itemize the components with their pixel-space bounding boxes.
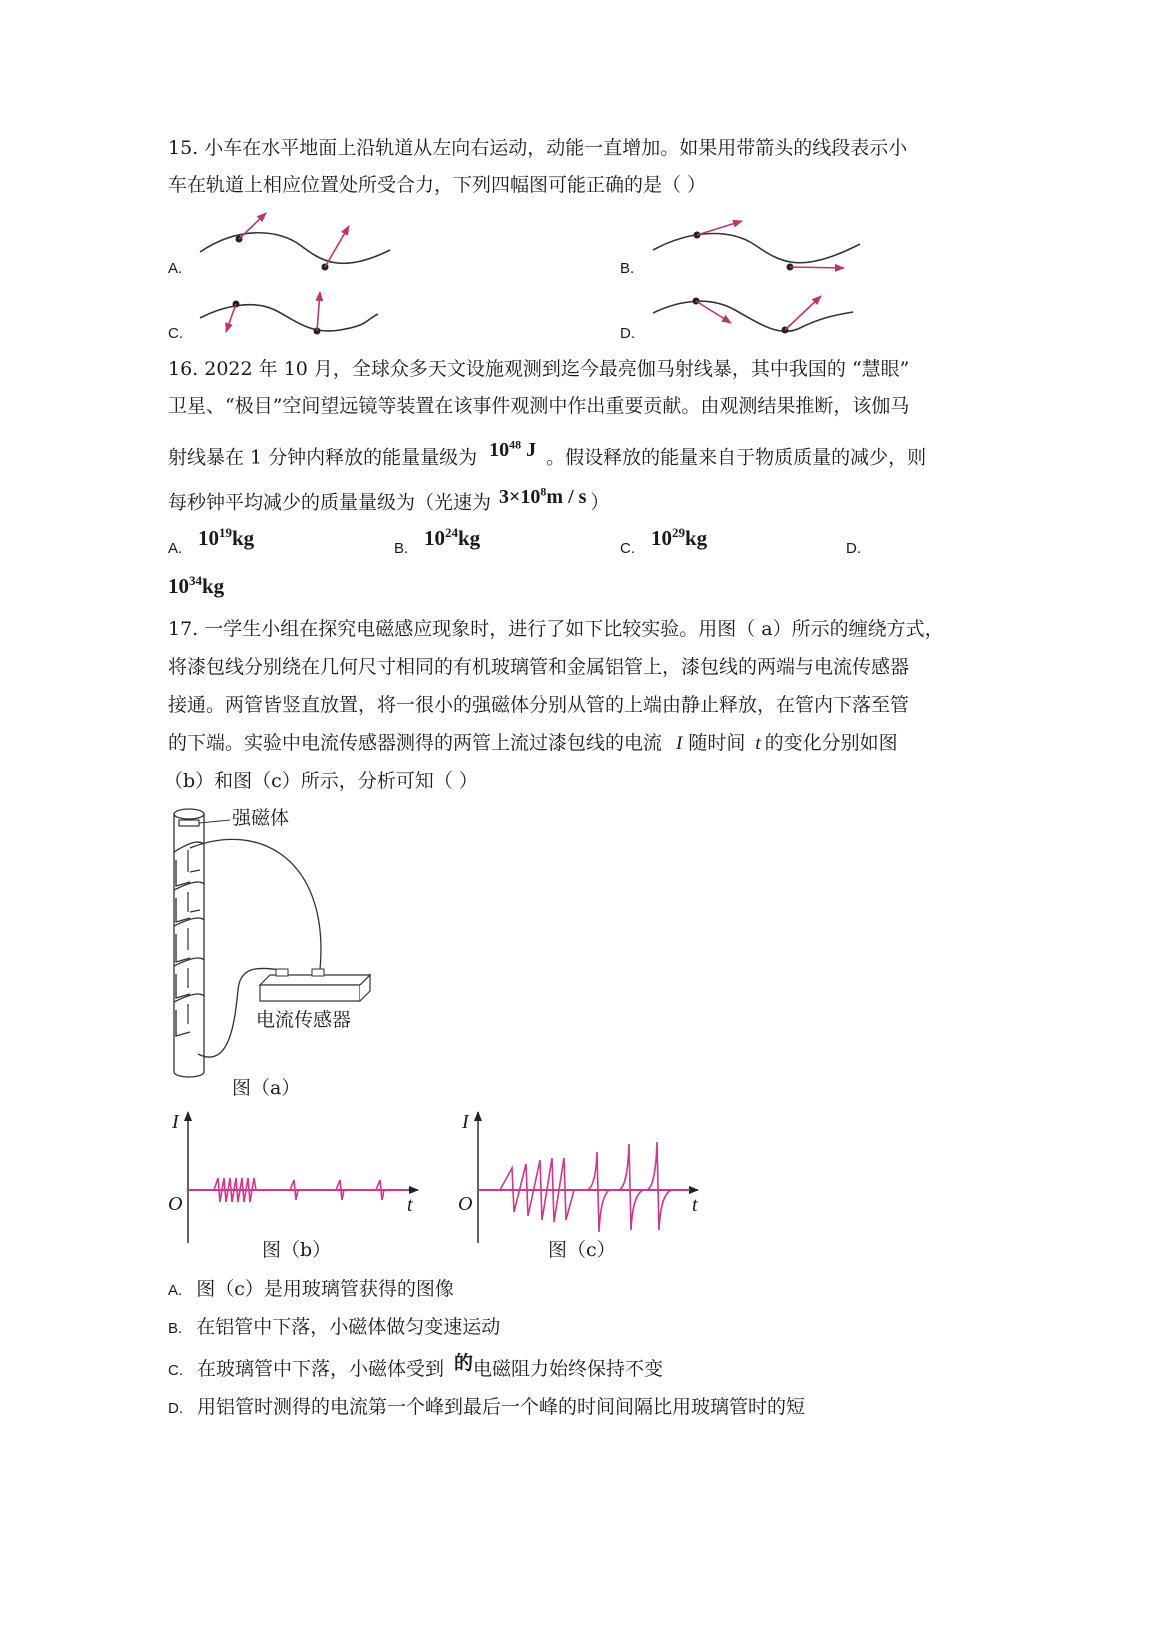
q15-option-diagrams <box>0 0 1158 360</box>
option-c-diagram <box>200 292 378 335</box>
q16-a-base: 10 <box>198 526 219 550</box>
fig-c-origin-label: O <box>458 1193 473 1215</box>
q17-stem-line5: （b）和图（c）所示，分析可知（ ） <box>164 770 478 792</box>
q16-stem-line4 <box>168 485 609 515</box>
q16-line3-post: 。假设释放的能量来自于物质质量的减少，则 <box>546 446 927 469</box>
q16-option-b-value[interactable] <box>424 525 480 551</box>
q17-option-b-text: 在铝管中下落，小磁体做匀变速运动 <box>196 1316 501 1338</box>
q17-option-d[interactable] <box>168 1395 805 1421</box>
q15-stem-line1: 15. 小车在水平地面上沿轨道从左向右运动，动能一直增加。如果用带箭头的线段表示小 <box>168 137 908 159</box>
time-symbol: t <box>755 733 761 754</box>
fig-b-origin-label: O <box>168 1193 183 1215</box>
q17-stem-line3: 接通。两管皆竖直放置，将一很小的强磁体分别从管的上端由静止释放，在管内下落至管 <box>168 694 910 716</box>
energy-base: 10 <box>489 438 510 461</box>
q17-line4-mid: 随时间 <box>688 732 746 754</box>
q16-stem-line1: 16. 2022 年 10 月，全球众多天文设施观测到迄今最亮伽马射线暴，其中我国的 “慧眼” <box>168 358 910 380</box>
q17-stem-line1: 17. 一学生小组在探究电磁感应现象时，进行了如下比较实验。用图（ a）所示的缠绕方式， <box>168 618 944 640</box>
option-d-diagram <box>653 296 853 334</box>
q16-d-exp: 34 <box>189 573 202 588</box>
figure-c-graph <box>450 1108 710 1258</box>
q16-option-c-label[interactable]: C. <box>620 540 635 557</box>
q16-c-unit: kg <box>685 526 708 550</box>
q16-option-c-value[interactable] <box>651 525 707 551</box>
q16-line4-post: ） <box>590 491 610 514</box>
q15-option-b-label[interactable]: B. <box>620 260 635 277</box>
q17-option-d-label: D. <box>168 1400 183 1417</box>
q16-a-unit: kg <box>232 526 255 550</box>
q15-option-d-label[interactable]: D. <box>620 325 635 342</box>
q16-b-exp: 24 <box>445 525 458 540</box>
sensor-label: 电流传感器 <box>256 1009 352 1031</box>
fig-b-y-label: I <box>172 1111 179 1133</box>
light-speed-value <box>499 486 586 508</box>
q17-stem-line4 <box>168 731 898 756</box>
q17-option-c-label: C. <box>168 1362 183 1379</box>
q16-option-a-value[interactable] <box>198 525 254 551</box>
current-symbol: I <box>676 733 683 754</box>
q16-d-base: 10 <box>168 574 189 598</box>
q16-b-unit: kg <box>458 526 481 550</box>
figure-a-caption: 图（a） <box>232 1077 301 1099</box>
q17-option-c-text-post: 电磁阻力始终保持不变 <box>473 1358 664 1380</box>
q16-a-exp: 19 <box>219 525 232 540</box>
q17-option-a[interactable] <box>168 1277 454 1303</box>
q15-option-a-label[interactable]: A. <box>168 260 183 277</box>
option-b-diagram <box>653 221 860 271</box>
q16-c-base: 10 <box>651 526 672 550</box>
q17-line4-text: 的下端。实验中电流传感器测得的两管上流过漆包线的电流 <box>168 732 663 754</box>
q16-c-exp: 29 <box>672 525 685 540</box>
figure-c-caption: 图（c） <box>548 1239 616 1261</box>
q17-option-a-text: 图（c）是用玻璃管获得的图像 <box>196 1278 454 1300</box>
q16-d-unit: kg <box>202 574 225 598</box>
c-unit: m / s <box>546 485 587 508</box>
energy-exponent: 48 <box>509 437 522 451</box>
q16-option-d-value[interactable] <box>168 573 224 599</box>
q16-line4-text: 每秒钟平均减少的质量量级为（光速为 <box>168 491 492 514</box>
fig-b-x-label: t <box>407 1194 413 1216</box>
q16-option-d-label[interactable]: D. <box>846 540 861 557</box>
energy-value <box>489 439 536 461</box>
q17-option-c-text-pre: 在玻璃管中下落，小磁体受到 <box>197 1358 445 1380</box>
q15-option-c-label[interactable]: C. <box>168 325 183 342</box>
magnet-label: 强磁体 <box>232 807 290 829</box>
figure-b-graph <box>160 1108 420 1258</box>
option-a-diagram <box>200 213 390 271</box>
q16-stem-line2: 卫星、“极目”空间望远镜等装置在该事件观测中作出重要贡献。由观测结果推断，该伽马 <box>168 395 910 417</box>
q17-option-a-label: A. <box>168 1282 183 1299</box>
q16-b-base: 10 <box>424 526 445 550</box>
energy-unit: J <box>521 438 537 461</box>
q15-stem-line2: 车在轨道上相应位置处所受合力，下列四幅图可能正确的是（ ） <box>168 174 707 196</box>
c-base: 3×10 <box>499 485 541 508</box>
q17-stem-line2: 将漆包线分别绕在几何尺寸相同的有机玻璃管和金属铝管上，漆包线的两端与电流传感器 <box>168 656 910 678</box>
q17-option-b-label: B. <box>168 1320 183 1337</box>
q17-option-c-text-de: 的 <box>454 1352 474 1374</box>
figure-b-caption: 图（b） <box>262 1239 332 1261</box>
q17-option-d-text: 用铝管时测得的电流第一个峰到最后一个峰的时间间隔比用玻璃管时的短 <box>197 1396 806 1418</box>
fig-c-y-label: I <box>462 1111 469 1133</box>
q16-stem-line3 <box>168 437 927 470</box>
c-exponent: 8 <box>540 484 547 498</box>
q17-option-b[interactable] <box>168 1315 500 1341</box>
fig-c-x-label: t <box>692 1194 698 1216</box>
q16-line3-text: 射线暴在 1 分钟内释放的能量量级为 <box>168 446 478 469</box>
figure-a-apparatus <box>160 800 420 1100</box>
q16-option-b-label[interactable]: B. <box>394 540 409 557</box>
q17-option-c[interactable] <box>168 1352 664 1383</box>
q17-line4-post: 的变化分别如图 <box>764 732 898 754</box>
q16-option-a-label[interactable]: A. <box>168 540 183 557</box>
